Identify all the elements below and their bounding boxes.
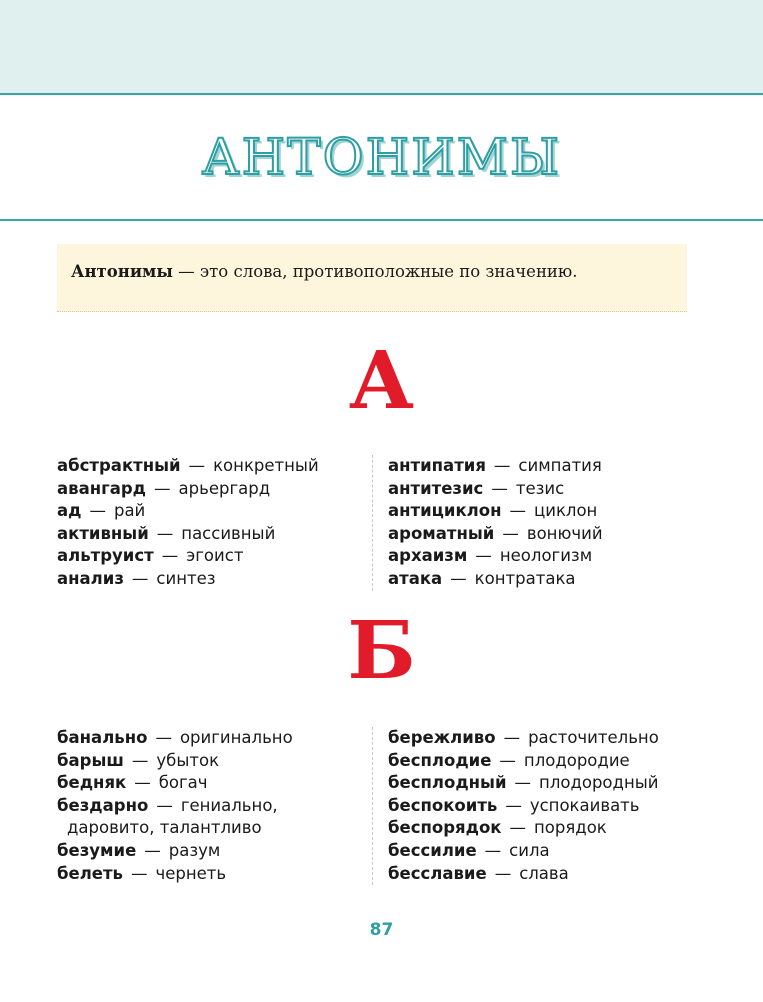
entry-opposite: гениально, [180, 795, 278, 815]
section-b-left-column [57, 727, 387, 885]
page-number: 87 [369, 920, 394, 940]
letter-a-heading: А [348, 333, 415, 427]
definition-box [57, 244, 687, 312]
antonym-entry [388, 545, 718, 568]
header-band [0, 0, 763, 95]
entry-word: антипатия [388, 456, 486, 475]
entry-word: альтруист [57, 546, 154, 566]
entry-opposite: конкретный [213, 456, 319, 475]
antonym-entry [388, 478, 718, 501]
entry-opposite: циклон [533, 501, 598, 521]
entry-dash: — [161, 546, 179, 566]
antonym-entry [388, 795, 718, 818]
entry-dash: — [134, 773, 151, 793]
definition-term: Антонимы [71, 262, 173, 281]
antonym-entry [388, 500, 718, 523]
antonym-entry [57, 478, 387, 501]
entry-dash: — [154, 478, 171, 498]
entry-word: бережливо [388, 728, 496, 747]
entry-opposite: плодородие [523, 750, 630, 770]
entry-dash: — [494, 863, 512, 883]
antonym-entry [57, 568, 387, 591]
entry-opposite: успокаивать [529, 795, 640, 815]
entry-opposite: чернеть [155, 863, 227, 883]
entry-dash: — [499, 750, 516, 770]
entry-opposite: вонючий [526, 523, 603, 543]
entry-opposite: сила [509, 840, 550, 860]
antonym-entry [388, 750, 718, 773]
antonym-entry [388, 727, 718, 750]
antonym-entry [388, 568, 718, 591]
entry-dash: — [131, 750, 149, 770]
entry-word: бесславие [388, 863, 487, 883]
entry-dash: — [493, 456, 511, 475]
entry-word: бесплодие [388, 750, 492, 770]
entry-word: ад [57, 501, 82, 521]
entry-opposite: арьергард [178, 478, 271, 498]
antonym-entry [57, 750, 387, 773]
entry-dash: — [131, 568, 149, 588]
antonym-entry [57, 500, 387, 523]
entry-word: активный [57, 523, 149, 543]
letter-b-heading: Б [347, 603, 416, 697]
antonym-entry [57, 795, 387, 818]
entry-dash: — [144, 840, 161, 860]
entry-word: безумие [57, 840, 137, 860]
antonym-entry [57, 523, 387, 546]
entry-dash: — [156, 523, 174, 543]
entry-dash: — [188, 456, 206, 475]
entry-opposite: слава [519, 863, 569, 883]
entry-word: бессилие [388, 840, 477, 860]
entry-opposite: контратака [474, 568, 576, 588]
entry-opposite: богач [158, 773, 208, 793]
entry-dash: — [514, 773, 532, 793]
antonym-entry [388, 523, 718, 546]
entry-opposite: симпатия [518, 456, 602, 475]
entry-word: бедняк [57, 773, 127, 793]
entry-dash: — [475, 546, 492, 566]
antonym-entry [57, 772, 387, 795]
entry-word: банально [57, 728, 148, 747]
title-divider [0, 219, 763, 221]
entry-opposite: плодородный [539, 773, 659, 793]
entry-word: барыш [57, 750, 124, 770]
entry-word: белеть [57, 863, 123, 883]
entry-word: беспокоить [388, 795, 498, 815]
entry-dash: — [509, 501, 526, 521]
entry-dash: — [503, 728, 521, 747]
antonym-entry [388, 772, 718, 795]
entry-dash: — [502, 523, 519, 543]
antonym-entry [57, 455, 387, 478]
antonym-entry [388, 863, 718, 886]
entry-dash: — [450, 568, 467, 588]
antonym-entry [388, 840, 718, 863]
entry-opposite: расточительно [528, 728, 659, 747]
entry-word: бесплодный [388, 773, 507, 793]
entry-dash: — [155, 728, 172, 747]
entry-opposite: убыток [156, 750, 220, 770]
entry-dash: — [491, 478, 508, 498]
entry-opposite: разум [168, 840, 221, 860]
antonym-entry [388, 817, 718, 840]
entry-continuation: даровито, талантливо [67, 818, 262, 838]
antonym-entry [57, 863, 387, 886]
entry-word: атака [388, 568, 443, 588]
section-b-right-column [372, 727, 718, 885]
entry-word: анализ [57, 568, 124, 588]
entry-dash: — [509, 818, 526, 838]
entry-opposite: неологизм [499, 546, 593, 566]
entry-word: абстрактный [57, 456, 181, 475]
entry-dash: — [156, 795, 173, 815]
entry-dash: — [89, 501, 106, 521]
entry-dash: — [484, 840, 502, 860]
section-a-right-column [372, 455, 718, 591]
entry-dash: — [130, 863, 148, 883]
entry-opposite: порядок [534, 818, 607, 838]
entry-dash: — [505, 795, 522, 815]
entry-word: бездарно [57, 795, 149, 815]
entry-opposite: рай [113, 501, 146, 521]
definition-text: — это слова, противоположные по значению. [172, 262, 578, 281]
entry-word: антициклон [388, 501, 502, 521]
entry-opposite: синтез [156, 568, 216, 588]
entry-opposite: тезис [515, 478, 565, 498]
antonym-entry [388, 455, 718, 478]
entry-word: авангард [57, 478, 147, 498]
page-title: АНТОНИМЫ [201, 128, 562, 186]
antonym-entry [57, 727, 387, 750]
entry-word: ароматный [388, 523, 495, 543]
section-a-left-column [57, 455, 387, 591]
entry-word: беспорядок [388, 818, 502, 838]
entry-word: архаизм [388, 546, 468, 566]
entry-word: антитезис [388, 478, 484, 498]
antonym-entry [57, 545, 387, 568]
entry-opposite: пассивный [181, 523, 276, 543]
entry-opposite: оригинально [179, 728, 293, 747]
antonym-entry [57, 840, 387, 863]
entry-opposite: эгоист [186, 546, 244, 566]
